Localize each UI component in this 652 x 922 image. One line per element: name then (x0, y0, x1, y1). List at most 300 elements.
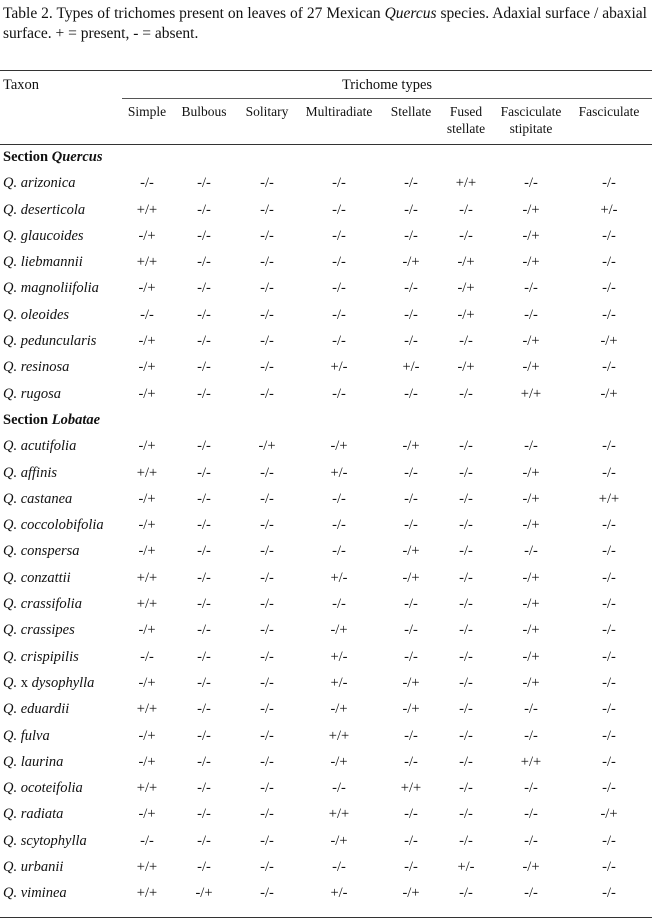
taxon-epithet: urbanii (20, 859, 64, 876)
table-cell: -/- (332, 227, 346, 244)
table-cell: -/- (459, 543, 473, 560)
column-header: Simple (127, 104, 167, 119)
table-cell: -/- (524, 175, 538, 192)
taxon-epithet: conzattii (20, 569, 71, 586)
table-cell: -/+ (600, 385, 618, 402)
table-cell: -/- (140, 648, 154, 665)
table-cell: -/- (602, 885, 616, 902)
table-cell: -/- (197, 227, 211, 244)
table-cell: -/- (404, 280, 418, 297)
taxon-column-header: Taxon (3, 77, 40, 93)
table-cell: -/+ (402, 701, 420, 718)
table-cell: -/+ (402, 254, 420, 271)
table-cell: -/- (404, 832, 418, 849)
section-prefix: Section (3, 149, 52, 165)
taxon-name (3, 254, 83, 271)
section-name: Lobatae (51, 411, 101, 428)
table-cell: -/- (459, 701, 473, 718)
caption-genus: Quercus (384, 5, 437, 22)
table-cell: -/- (332, 201, 346, 218)
table-cell: -/+ (522, 490, 540, 507)
taxon-name (3, 833, 87, 850)
table-cell: -/- (332, 333, 346, 350)
table-cell: -/+ (457, 280, 475, 297)
table-cell: -/- (260, 227, 274, 244)
table-row (0, 618, 652, 644)
table-row (0, 487, 652, 513)
table-caption (3, 4, 647, 44)
taxon-genus: Q. (3, 648, 18, 665)
table-cell: -/- (332, 385, 346, 402)
table-cell: -/+ (138, 674, 156, 691)
table-cell: -/- (197, 517, 211, 534)
table-cell: -/- (524, 806, 538, 823)
table-cell: +/+ (136, 885, 158, 902)
taxon-name (3, 622, 75, 639)
table-cell: -/- (459, 806, 473, 823)
table-cell: -/- (260, 569, 274, 586)
table-cell: -/- (459, 596, 473, 613)
taxon-epithet: ocoteifolia (20, 780, 83, 797)
taxon-genus: Q. (3, 596, 18, 613)
table-cell: -/- (260, 517, 274, 534)
table-cell: -/- (260, 674, 274, 691)
table-cell: -/- (140, 306, 154, 323)
taxon-genus: Q. (3, 280, 18, 297)
table-cell: -/- (459, 385, 473, 402)
table-cell: -/- (602, 569, 616, 586)
taxon-epithet: viminea (20, 885, 67, 902)
table-cell: +/- (457, 859, 475, 876)
taxon-genus: Q. (3, 885, 18, 902)
taxon-name (3, 543, 80, 560)
table-cell: -/- (197, 385, 211, 402)
table-cell: -/- (197, 175, 211, 192)
table-row (0, 461, 652, 487)
table-cell: -/- (197, 753, 211, 770)
table-cell: +/+ (136, 254, 158, 271)
table-cell: -/- (459, 780, 473, 797)
table-row (0, 250, 652, 276)
column-header: Multiradiate (305, 104, 373, 119)
section-label (3, 412, 100, 429)
table-row (0, 171, 652, 197)
taxon-name (3, 333, 96, 350)
table-cell: -/- (602, 438, 616, 455)
table-cell: -/- (197, 832, 211, 849)
taxon-epithet: castanea (20, 490, 73, 507)
taxon-name (3, 280, 99, 297)
table-cell: +/+ (455, 175, 477, 192)
table-cell: -/+ (457, 306, 475, 323)
table-cell: +/- (600, 201, 618, 218)
table-cell: -/+ (522, 596, 540, 613)
table-cell: -/- (602, 648, 616, 665)
table-cell: -/- (332, 780, 346, 797)
taxon-epithet: crassipes (20, 622, 75, 639)
table-cell: -/+ (330, 438, 348, 455)
column-header: Fused stellate (446, 104, 486, 136)
table-cell: -/+ (522, 859, 540, 876)
taxon-epithet: oleoides (20, 306, 70, 323)
taxon-genus: Q. (3, 859, 18, 876)
table-cell: -/+ (600, 333, 618, 350)
table-row (0, 881, 652, 907)
taxon-genus: Q. (3, 175, 18, 192)
taxon-hybrid-sign: x (17, 674, 32, 691)
table-cell: -/+ (258, 438, 276, 455)
taxon-epithet: glaucoides (20, 227, 84, 244)
table-cell: -/- (260, 596, 274, 613)
section-row (0, 145, 652, 171)
table-cell: -/- (602, 254, 616, 271)
table-cell: -/+ (402, 438, 420, 455)
table-cell: -/+ (138, 490, 156, 507)
taxon-name (3, 675, 94, 692)
table-cell: -/+ (138, 227, 156, 244)
taxon-epithet: crassifolia (20, 596, 82, 613)
table-cell: -/+ (522, 464, 540, 481)
table-cell: -/- (260, 727, 274, 744)
table-cell: +/- (330, 648, 348, 665)
table-cell: -/- (197, 333, 211, 350)
table-cell: -/- (197, 438, 211, 455)
table-cell: -/- (459, 438, 473, 455)
table-cell: -/+ (402, 543, 420, 560)
table-row (0, 566, 652, 592)
table-cell: +/+ (136, 569, 158, 586)
table-cell: -/- (459, 885, 473, 902)
table-cell: -/- (459, 227, 473, 244)
taxon-epithet: peduncularis (20, 333, 97, 350)
table-cell: -/- (404, 201, 418, 218)
table-cell: -/+ (138, 333, 156, 350)
table-cell: -/- (524, 306, 538, 323)
table-cell: +/+ (136, 201, 158, 218)
table-row (0, 382, 652, 408)
table-cell: -/- (459, 490, 473, 507)
taxon-epithet: rugosa (20, 385, 62, 402)
table-cell: -/- (332, 490, 346, 507)
table-cell: -/- (524, 701, 538, 718)
table-cell: -/- (602, 359, 616, 376)
taxon-genus: Q. (3, 753, 18, 770)
table-top-rule (0, 70, 652, 71)
table-cell: -/- (332, 280, 346, 297)
table-cell: -/- (404, 648, 418, 665)
taxon-name (3, 386, 61, 403)
taxon-genus: Q. (3, 359, 18, 376)
table-bottom-rule (0, 917, 652, 918)
table-cell: -/- (332, 254, 346, 271)
table-cell: -/- (459, 333, 473, 350)
table-cell: -/- (404, 753, 418, 770)
table-cell: -/+ (330, 753, 348, 770)
table-cell: -/- (524, 832, 538, 849)
taxon-epithet: dysophylla (31, 674, 95, 691)
taxon-epithet: arizonica (20, 175, 76, 192)
taxon-name (3, 438, 76, 455)
table-cell: -/- (260, 648, 274, 665)
table-cell: -/- (260, 464, 274, 481)
taxon-name (3, 701, 69, 718)
table-cell: -/- (524, 438, 538, 455)
table-cell: -/- (404, 306, 418, 323)
table-row (0, 303, 652, 329)
table-cell: -/+ (522, 622, 540, 639)
taxon-epithet: eduardii (20, 701, 70, 718)
table-cell: -/- (459, 674, 473, 691)
table-cell: -/- (459, 832, 473, 849)
table-cell: -/- (260, 622, 274, 639)
caption-tail: species. Adaxial surface / abaxial surface. + = present, - = absent. (3, 5, 647, 42)
table-cell: -/- (524, 280, 538, 297)
taxon-genus: Q. (3, 306, 18, 323)
table-cell: -/- (260, 859, 274, 876)
table-cell: -/- (404, 859, 418, 876)
taxon-epithet: radiata (20, 806, 64, 823)
taxon-genus: Q. (3, 622, 18, 639)
taxon-genus: Q. (3, 254, 18, 271)
taxon-genus: Q. (3, 438, 18, 455)
taxon-name (3, 307, 69, 324)
taxon-genus: Q. (3, 227, 18, 244)
table-cell: -/- (602, 674, 616, 691)
column-header: Stellate (390, 104, 432, 119)
table-cell: -/+ (138, 622, 156, 639)
table-cell: -/- (260, 806, 274, 823)
table-cell: -/- (404, 175, 418, 192)
table-cell: -/+ (402, 569, 420, 586)
table-cell: -/+ (522, 648, 540, 665)
table-cell: -/- (197, 359, 211, 376)
taxon-genus: Q. (3, 543, 18, 560)
table-row (0, 539, 652, 565)
table-cell: +/+ (598, 490, 620, 507)
table-row (0, 645, 652, 671)
taxon-genus: Q. (3, 569, 18, 586)
table-cell: +/+ (136, 596, 158, 613)
table-row (0, 434, 652, 460)
table-cell: -/- (197, 201, 211, 218)
table-cell: -/+ (138, 438, 156, 455)
table-cell: +/+ (136, 780, 158, 797)
table-cell: -/- (524, 780, 538, 797)
table-row (0, 513, 652, 539)
table-cell: -/- (602, 280, 616, 297)
table-cell: -/- (602, 543, 616, 560)
section-name: Quercus (51, 149, 103, 165)
table-cell: +/- (330, 885, 348, 902)
table-cell: +/+ (400, 780, 422, 797)
table-cell: -/- (197, 674, 211, 691)
column-header: Fasciculate (578, 104, 640, 119)
section-prefix: Section (3, 411, 52, 428)
taxon-name (3, 885, 67, 902)
table-cell: -/- (459, 517, 473, 534)
table-cell: -/- (602, 780, 616, 797)
table-cell: -/- (197, 806, 211, 823)
column-header: Solitary (245, 104, 289, 119)
table-cell: -/+ (138, 517, 156, 534)
taxon-epithet: crispipilis (20, 648, 79, 665)
column-header: Fasciculate stipitate (500, 104, 562, 136)
table-cell: -/- (197, 543, 211, 560)
spanner-rule (122, 98, 652, 99)
table-cell: -/- (404, 490, 418, 507)
table-cell: -/- (459, 727, 473, 744)
table-cell: -/- (140, 175, 154, 192)
taxon-genus: Q. (3, 701, 18, 718)
table-cell: -/- (404, 227, 418, 244)
table-cell: -/- (404, 333, 418, 350)
taxon-name (3, 728, 50, 745)
table-cell: -/- (602, 727, 616, 744)
table-cell: -/+ (330, 832, 348, 849)
table-row (0, 671, 652, 697)
table-body (0, 145, 652, 908)
table-cell: -/- (602, 464, 616, 481)
table-row (0, 724, 652, 750)
table-cell: -/- (602, 832, 616, 849)
column-header: Bulbous (181, 104, 227, 119)
taxon-epithet: resinosa (20, 359, 70, 376)
taxon-name (3, 228, 84, 245)
table-cell: +/+ (136, 701, 158, 718)
table-cell: -/+ (138, 280, 156, 297)
table-cell: -/- (524, 885, 538, 902)
table-cell: -/+ (330, 622, 348, 639)
taxon-epithet: coccolobifolia (20, 517, 104, 534)
table-row (0, 855, 652, 881)
table-cell: -/+ (522, 201, 540, 218)
table-cell: -/+ (138, 727, 156, 744)
table-cell: -/+ (138, 753, 156, 770)
table-cell: -/- (260, 359, 274, 376)
table-row (0, 802, 652, 828)
section-row (0, 408, 652, 434)
table-cell: -/- (459, 464, 473, 481)
table-cell: -/- (197, 648, 211, 665)
table-cell: -/- (602, 306, 616, 323)
table-cell: -/+ (522, 333, 540, 350)
table-cell: +/- (330, 569, 348, 586)
table-cell: -/- (260, 280, 274, 297)
table-cell: -/- (602, 622, 616, 639)
table-cell: +/+ (520, 753, 542, 770)
table-cell: -/+ (138, 806, 156, 823)
table-cell: -/- (524, 543, 538, 560)
table-cell: -/+ (457, 359, 475, 376)
table-row (0, 355, 652, 381)
table-cell: +/+ (520, 385, 542, 402)
table-cell: -/- (260, 385, 274, 402)
table-cell: -/+ (457, 254, 475, 271)
table-cell: -/- (197, 596, 211, 613)
table-cell: -/- (459, 753, 473, 770)
taxon-name (3, 570, 71, 587)
table-cell: +/- (330, 359, 348, 376)
table-cell: -/- (332, 175, 346, 192)
taxon-name (3, 806, 63, 823)
table-cell: -/- (197, 622, 211, 639)
taxon-epithet: acutifolia (20, 438, 77, 455)
table-cell: -/- (197, 490, 211, 507)
table-cell: -/- (332, 517, 346, 534)
table-row (0, 697, 652, 723)
taxon-epithet: conspersa (20, 543, 80, 560)
table-cell: -/- (260, 780, 274, 797)
table-row (0, 329, 652, 355)
table-cell: -/+ (522, 254, 540, 271)
table-cell: -/- (260, 306, 274, 323)
table-row (0, 198, 652, 224)
table-cell: -/+ (138, 543, 156, 560)
table-row (0, 224, 652, 250)
table-cell: -/- (332, 306, 346, 323)
table-cell: -/- (197, 280, 211, 297)
taxon-name (3, 491, 72, 508)
table-cell: +/- (402, 359, 420, 376)
table-cell: -/+ (330, 701, 348, 718)
taxon-name (3, 359, 69, 376)
table-cell: +/+ (136, 464, 158, 481)
taxon-genus: Q. (3, 727, 18, 744)
taxon-epithet: fulva (20, 727, 50, 744)
table-cell: +/- (330, 464, 348, 481)
table-cell: -/- (404, 806, 418, 823)
table-cell: -/- (459, 201, 473, 218)
taxon-genus: Q. (3, 490, 18, 507)
taxon-genus: Q. (3, 780, 18, 797)
taxon-epithet: affinis (20, 464, 57, 481)
table-cell: -/- (197, 254, 211, 271)
trichome-types-header: Trichome types (341, 77, 433, 93)
table-cell: -/- (404, 517, 418, 534)
table-cell: +/- (330, 674, 348, 691)
table-cell: -/- (459, 569, 473, 586)
table-cell: -/- (260, 333, 274, 350)
taxon-epithet: scytophylla (20, 832, 87, 849)
taxon-name (3, 202, 85, 219)
table-cell: -/- (260, 832, 274, 849)
table-cell: -/- (260, 490, 274, 507)
taxon-genus: Q. (3, 385, 18, 402)
table-cell: -/- (140, 832, 154, 849)
taxon-genus: Q. (3, 674, 18, 691)
table-cell: -/+ (600, 806, 618, 823)
table-cell: -/- (404, 622, 418, 639)
table-cell: -/+ (522, 517, 540, 534)
section-label (3, 149, 103, 166)
taxon-name (3, 649, 79, 666)
table-cell: -/- (260, 254, 274, 271)
taxon-genus: Q. (3, 517, 18, 534)
table-cell: +/+ (328, 727, 350, 744)
taxon-epithet: liebmannii (20, 254, 83, 271)
table-cell: -/- (197, 859, 211, 876)
table-cell: -/- (404, 596, 418, 613)
table-cell: -/+ (522, 674, 540, 691)
table-cell: -/- (602, 227, 616, 244)
table-cell: +/+ (328, 806, 350, 823)
table-cell: -/- (197, 306, 211, 323)
taxon-name (3, 175, 76, 192)
table-cell: -/- (260, 701, 274, 718)
taxon-name (3, 465, 57, 482)
table-cell: -/+ (522, 569, 540, 586)
table-cell: -/- (197, 780, 211, 797)
